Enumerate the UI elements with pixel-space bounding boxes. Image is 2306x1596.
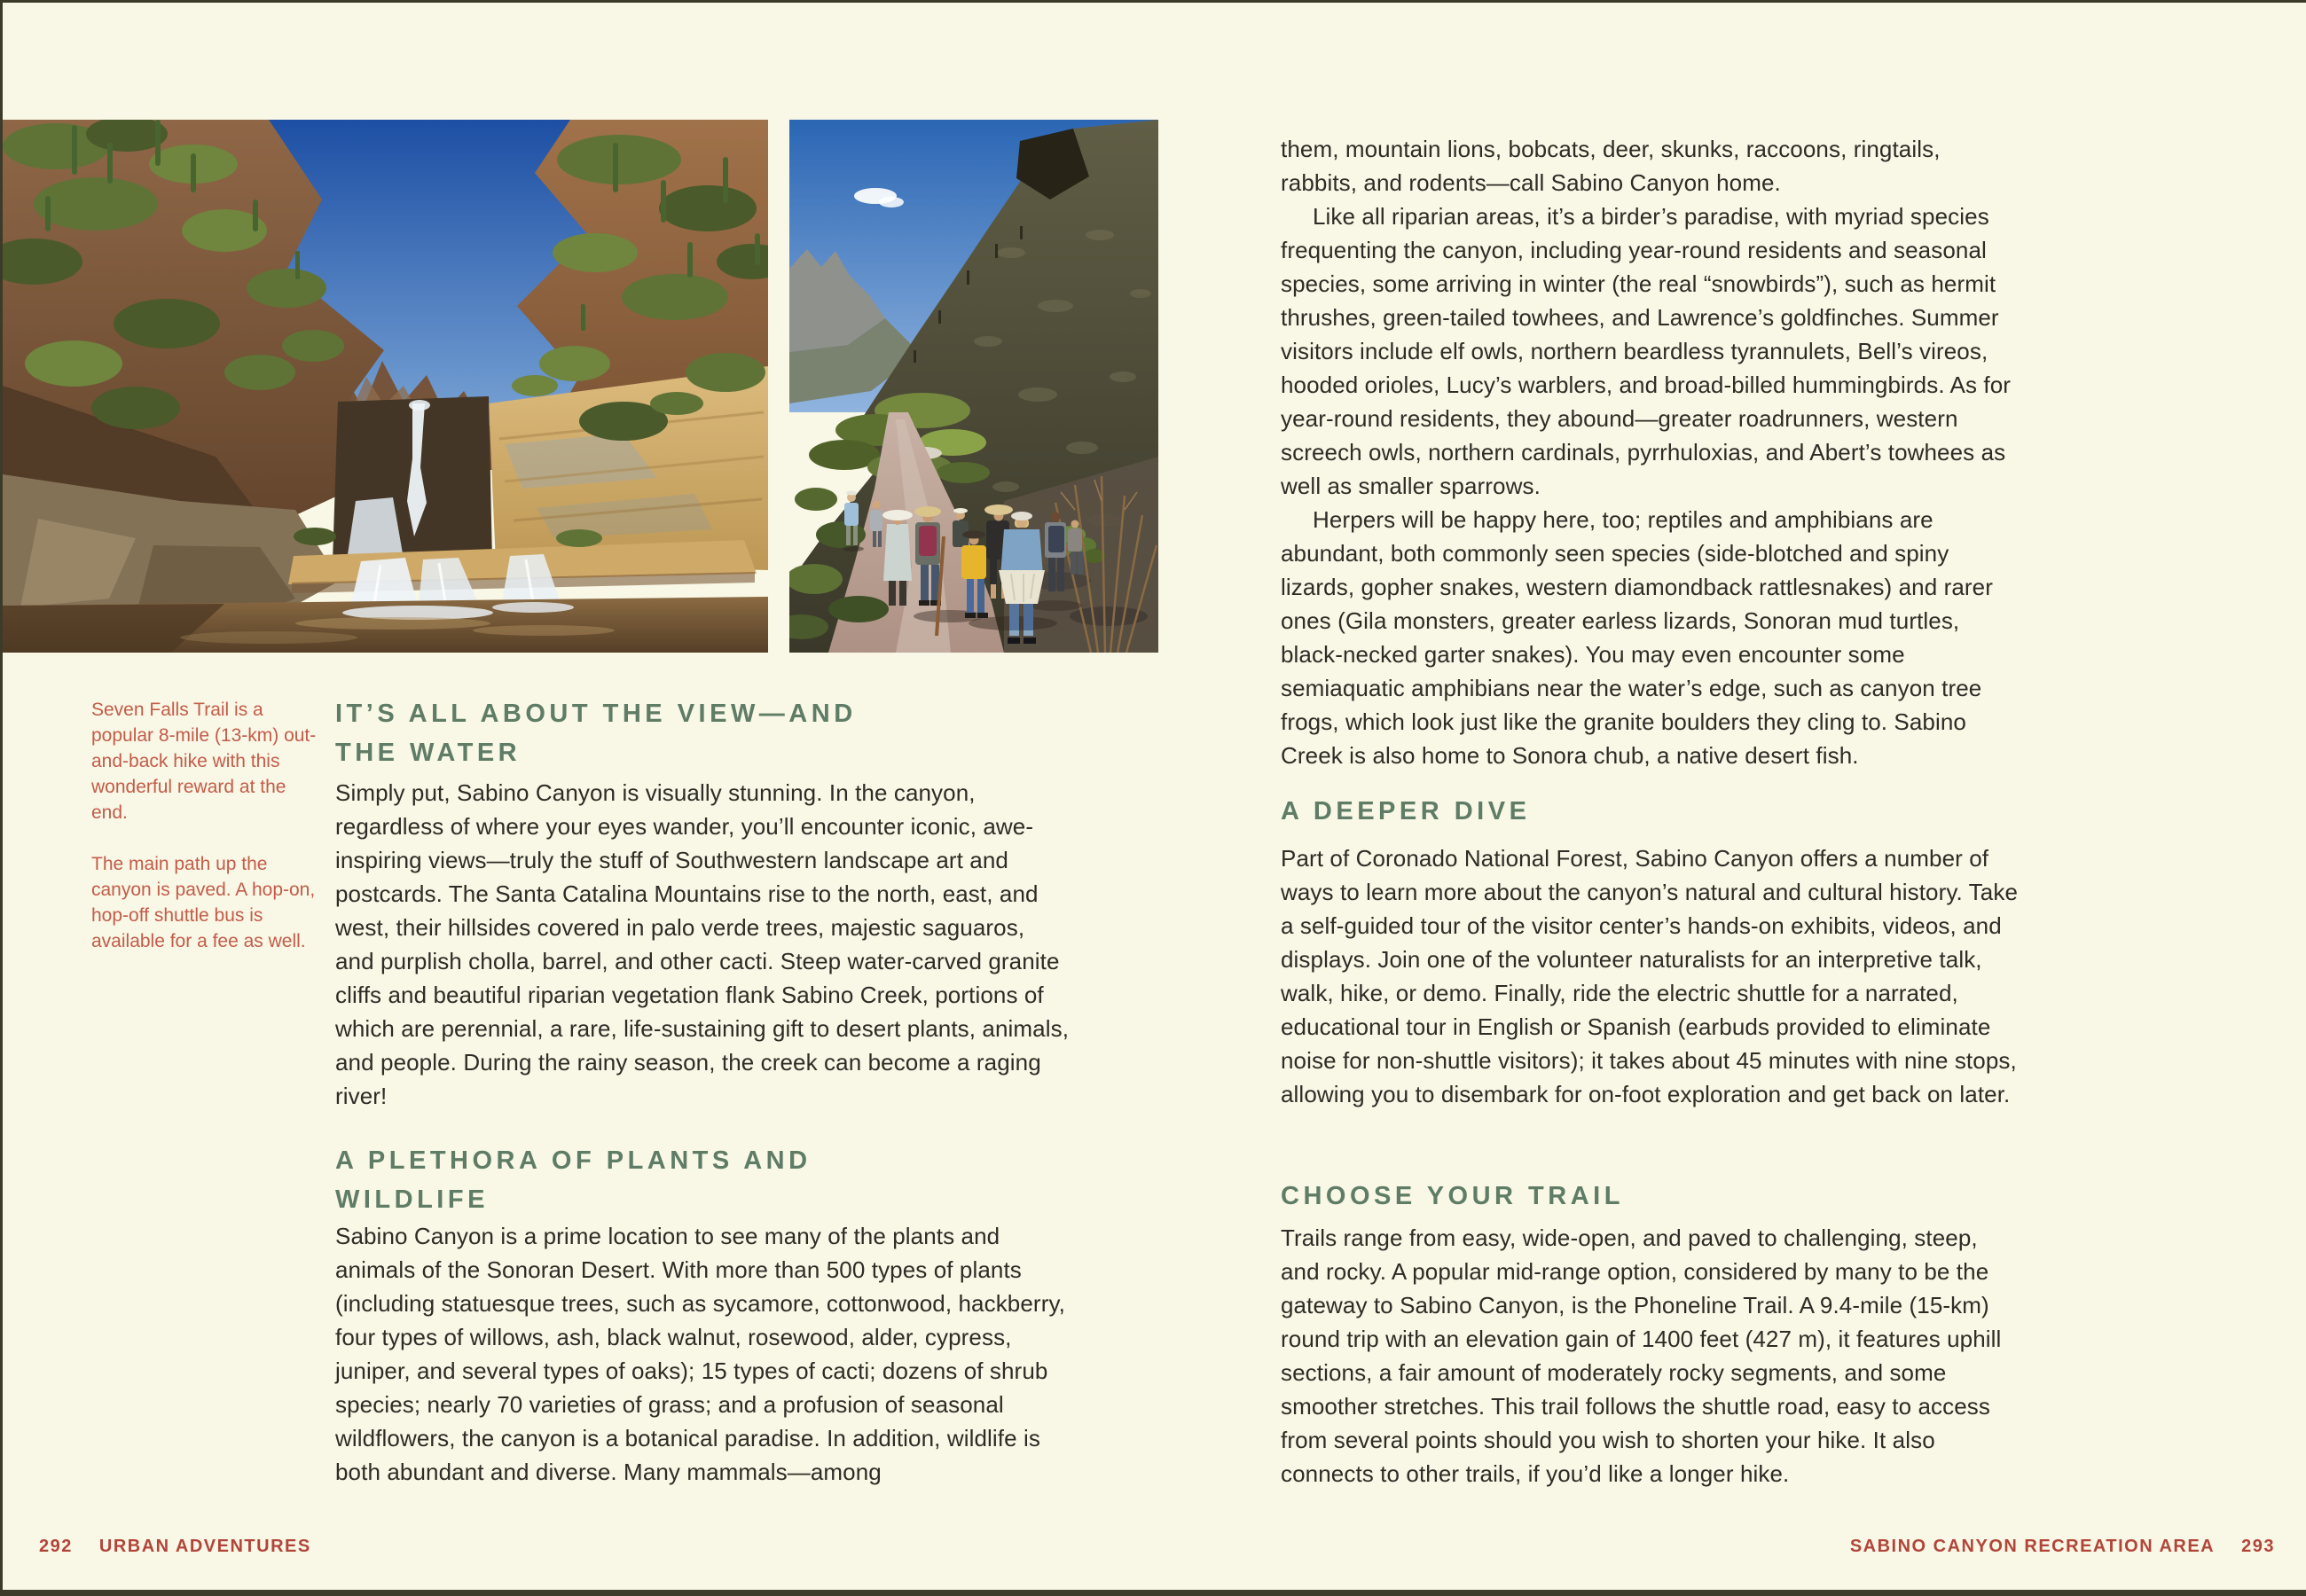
section-heading-plants-wildlife (335, 1141, 1070, 1219)
footer-right (1850, 1537, 2275, 1557)
paragraph: Part of Coronado National Forest, Sabino Canyon offers a number of ways to learn more about the canyon’s natural and cultural history. Take a self-guided tour of the visitor center’s hands-on exhibits, videos, and displays. Join one of the volunteer naturalists for an interpretive talk, walk, hike, or demo. Finally, ride the electric shuttle for a narrated, educational tour in English or Spanish (earbuds provided to eliminate noise for non-shuttle visitors); it takes about 45 minutes with nine stops, allowing you to disembark for on-foot exploration and get back on later. (1281, 845, 2018, 1107)
section-body-view-and-water (335, 776, 1070, 1113)
page-number-right: 293 (2241, 1537, 2275, 1556)
sidebar-note (91, 697, 324, 954)
footer-label-right: SABINO CANYON RECREATION AREA (1849, 1537, 2216, 1556)
paragraph: Trails range from easy, wide-open, and paved to challenging, steep, and rocky. A popular mid-range option, considered by many to be the gateway to Sabino Canyon, is the Phoneline Trail. A 9.4-mile (15-km) round trip with an elevation gain of 1400 feet (427 m), it features uphill sections, a fair amount of moderately rocky segments, and some smoother stretches. This trail follows the shuttle road, easy to access from several points should you wish to shorten your hike. It also connects to other trails, if you’d like a longer hike. (1281, 1224, 2002, 1487)
section-heading-choose-trail (1281, 1177, 2019, 1216)
section-heading-deeper-dive (1281, 792, 2019, 831)
section-body-deeper-dive (1281, 841, 2019, 1111)
sidebar-paragraph: Seven Falls Trail is a popular 8-mile (13-km) out-and-back hike with this wonderful reward at the end. (91, 700, 317, 823)
photo-seven-falls (3, 120, 768, 653)
section-heading-view-and-water (335, 694, 1070, 772)
paragraph: Simply put, Sabino Canyon is visually stunning. In the canyon, regardless of where your eyes wander, you’ll encounter iconic, awe-inspiring views—truly the stuff of Southwestern landscape art and postcards. The Santa Catalina Mountains rise to the north, east, and west, their hillsides covered in palo verde trees, majestic saguaros, and purplish cholla, barrel, and other cacti. Steep water-carved granite cliffs and beautiful riparian vegetation flank Sabino Creek, portions of which are perennial, a rare, life-sustaining gift to desert plants, animals, and people. During the rainy season, the creek can become a raging river! (335, 779, 1070, 1109)
heading-line: IT’S ALL ABOUT THE VIEW—AND (335, 700, 857, 728)
seven-falls-illustration (3, 120, 768, 653)
paragraph: them, mountain lions, bobcats, deer, skunks, raccoons, ringtails, rabbits, and rodents—call Sabino Canyon home. (1281, 136, 1941, 196)
heading-line: A DEEPER DIVE (1281, 797, 1531, 825)
footer-label-left: URBAN ADVENTURES (98, 1537, 311, 1556)
pool (3, 597, 768, 653)
section-body-plants-wildlife (335, 1219, 1070, 1489)
heading-line: THE WATER (335, 739, 522, 767)
sidebar-paragraph: The main path up the canyon is paved. A hop-on, hop-off shuttle bus is available for a fee as well. (91, 854, 316, 951)
footer-left (39, 1537, 311, 1557)
paragraph: Herpers will be happy here, too; reptiles and amphibians are abundant, both commonly seen species (side-blotched and spiny lizards, gopher snakes, western diamondback rattlesnakes) and rarer ones (Gila monsters, greater earless lizards, Sonoran mud turtles, black-necked garter snakes). You may even encounter some semiaquatic amphibians near the water’s edge, such as canyon tree frogs, which look just like the granite boulders they cling to. Sabino Creek is also home to Sonora chub, a native desert fish. (1281, 506, 1993, 769)
hikers-illustration (789, 120, 1158, 653)
heading-line: WILDLIFE (335, 1185, 489, 1214)
paragraph: Sabino Canyon is a prime location to see many of the plants and animals of the Sonoran Desert. With more than 500 types of plants (including statuesque trees, such as sycamore, cottonwood, hackberry, four types of willows, ash, black walnut, rosewood, alder, cypress, juniper, and several types of oaks); 15 types of cacti; dozens of shrub species; nearly 70 varieties of grass; and a profusion of seasonal wildflowers, the canyon is a botanical paradise. In addition, wildlife is both abundant and diverse. Many mammals—among (335, 1223, 1065, 1485)
waterfall (333, 396, 492, 561)
heading-line: CHOOSE YOUR TRAIL (1281, 1182, 1624, 1210)
page-number-left: 292 (39, 1537, 73, 1556)
heading-line: A PLETHORA OF PLANTS AND (335, 1146, 812, 1175)
paragraph: Like all riparian areas, it’s a birder’s paradise, with myriad species frequenting the canyon, including year-round residents and seasonal species, some arriving in winter (the real “snowbirds”), such as hermit thrushes, green-tailed towhees, and Lawrence’s goldfinches. Summer visitors include elf owls, northern beardless tyrannulets, Bell’s vireos, hooded orioles, Lucy’s warblers, and broad-billed hummingbirds. As for year-round residents, they abound—greater roadrunners, western screech owls, northern cardinals, pyrrhuloxias, and Abert’s towhees as well as smaller sparrows. (1281, 203, 2012, 499)
page-surface (3, 3, 2306, 1590)
right-column-paragraphs (1281, 132, 2019, 772)
section-body-choose-trail (1281, 1221, 2019, 1490)
photo-hikers (789, 120, 1158, 653)
